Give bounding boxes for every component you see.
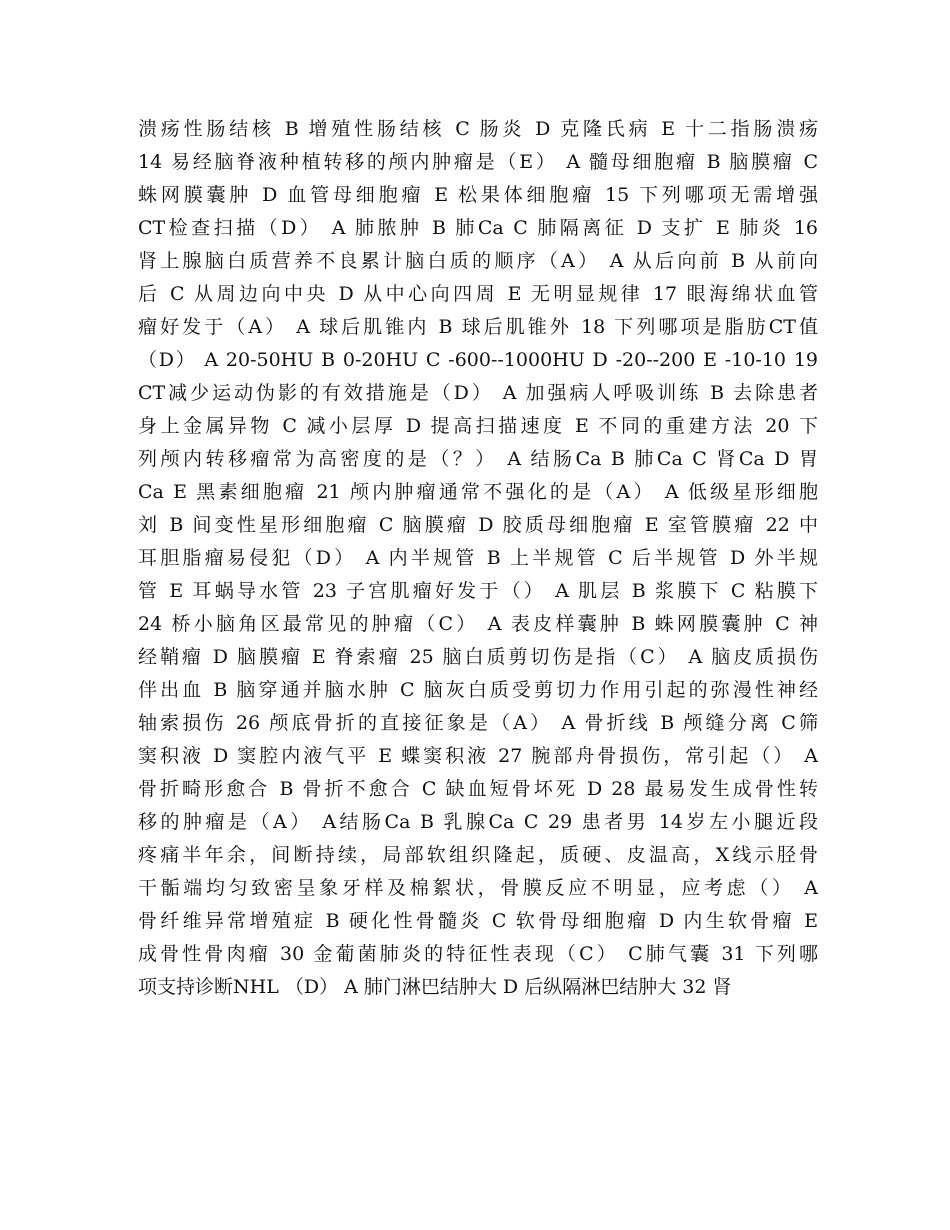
text-line: 刘 B 间变性星形细胞瘤 C 脑膜瘤 D 胶质母细胞瘤 E 室管膜瘤 22 中 (138, 514, 818, 536)
text-line: 移的肿瘤是（A） A结肠Ca B 乳腺Ca C 29 患者男 14岁左小腿近段 (138, 811, 818, 833)
text-line: 肾上腺脑白质营养不良累计脑白质的顺序（A） A 从后向前 B 从前向 (138, 250, 818, 272)
text-line: 后 C 从周边向中央 D 从中心向四周 E 无明显规律 17 眼海绵状血管 (138, 283, 818, 305)
text-line: 经鞘瘤 D 脑膜瘤 E 脊索瘤 25 脑白质剪切伤是指（C） A 脑皮质损伤 (138, 646, 818, 668)
text-line: 列颅内转移瘤常为高密度的是（？） A 结肠Ca B 肺Ca C 肾Ca D 胃 (138, 448, 818, 470)
text-line: Ca E 黑素细胞瘤 21 颅内肿瘤通常不强化的是（A） A 低级星形细胞 (138, 481, 818, 503)
text-line: CT减少运动伪影的有效措施是（D） A 加强病人呼吸训练 B 去除患者 (138, 382, 818, 404)
text-line: 伴出血 B 脑穿通并脑水肿 C 脑灰白质受剪切力作用引起的弥漫性神经 (138, 679, 818, 701)
text-line: 窦积液 D 窦腔内液气平 E 蝶窦积液 27 腕部舟骨损伤，常引起（） A (138, 745, 818, 767)
text-line: 干骺端均匀致密呈象牙样及棉絮状，骨膜反应不明显，应考虑（） A (138, 877, 818, 899)
text-line: 14 易经脑脊液种植转移的颅内肿瘤是（E） A 髓母细胞瘤 B 脑膜瘤 C (138, 151, 818, 173)
text-line: 项支持诊断NHL （D） A 肺门淋巴结肿大 D 后纵隔淋巴结肿大 32 肾 (138, 976, 732, 998)
text-line: 耳胆脂瘤易侵犯（D） A 内半规管 B 上半规管 C 后半规管 D 外半规 (138, 547, 818, 569)
text-line: （D） A 20-50HU B 0-20HU C -600--1000HU D -20--200 E -10-10 19 (138, 349, 818, 371)
text-line: 骨纤维异常增殖症 B 硬化性骨髓炎 C 软骨母细胞瘤 D 内生软骨瘤 E (138, 910, 818, 932)
text-line: 身上金属异物 C 减小层厚 D 提高扫描速度 E 不同的重建方法 20 下 (138, 415, 818, 437)
text-line: CT检查扫描（D） A 肺脓肿 B 肺Ca C 肺隔离征 D 支扩 E 肺炎 16 (138, 217, 818, 239)
text-line: 成骨性骨肉瘤 30 金葡菌肺炎的特征性表现（C） C肺气囊 31 下列哪 (138, 943, 818, 965)
text-line: 瘤好发于（A） A 球后肌锥内 B 球后肌锥外 18 下列哪项是脂肪CT值 (138, 316, 818, 338)
text-line: 溃疡性肠结核 B 增殖性肠结核 C 肠炎 D 克隆氏病 E 十二指肠溃疡 (138, 118, 818, 140)
text-line: 蛛网膜囊肿 D 血管母细胞瘤 E 松果体细胞瘤 15 下列哪项无需增强 (138, 184, 818, 206)
text-line: 轴索损伤 26 颅底骨折的直接征象是（A） A 骨折线 B 颅缝分离 C筛 (138, 712, 818, 734)
document-body (138, 113, 818, 1004)
text-line: 疼痛半年余，间断持续，局部软组织隆起，质硬、皮温高，X线示胫骨 (138, 844, 818, 866)
text-line: 骨折畸形愈合 B 骨折不愈合 C 缺血短骨坏死 D 28 最易发生成骨性转 (138, 778, 818, 800)
text-line: 管 E 耳蜗导水管 23 子宫肌瘤好发于（） A 肌层 B 浆膜下 C 粘膜下 (138, 580, 818, 602)
text-line: 24 桥小脑角区最常见的肿瘤（C） A 表皮样囊肿 B 蛛网膜囊肿 C 神 (138, 613, 818, 635)
